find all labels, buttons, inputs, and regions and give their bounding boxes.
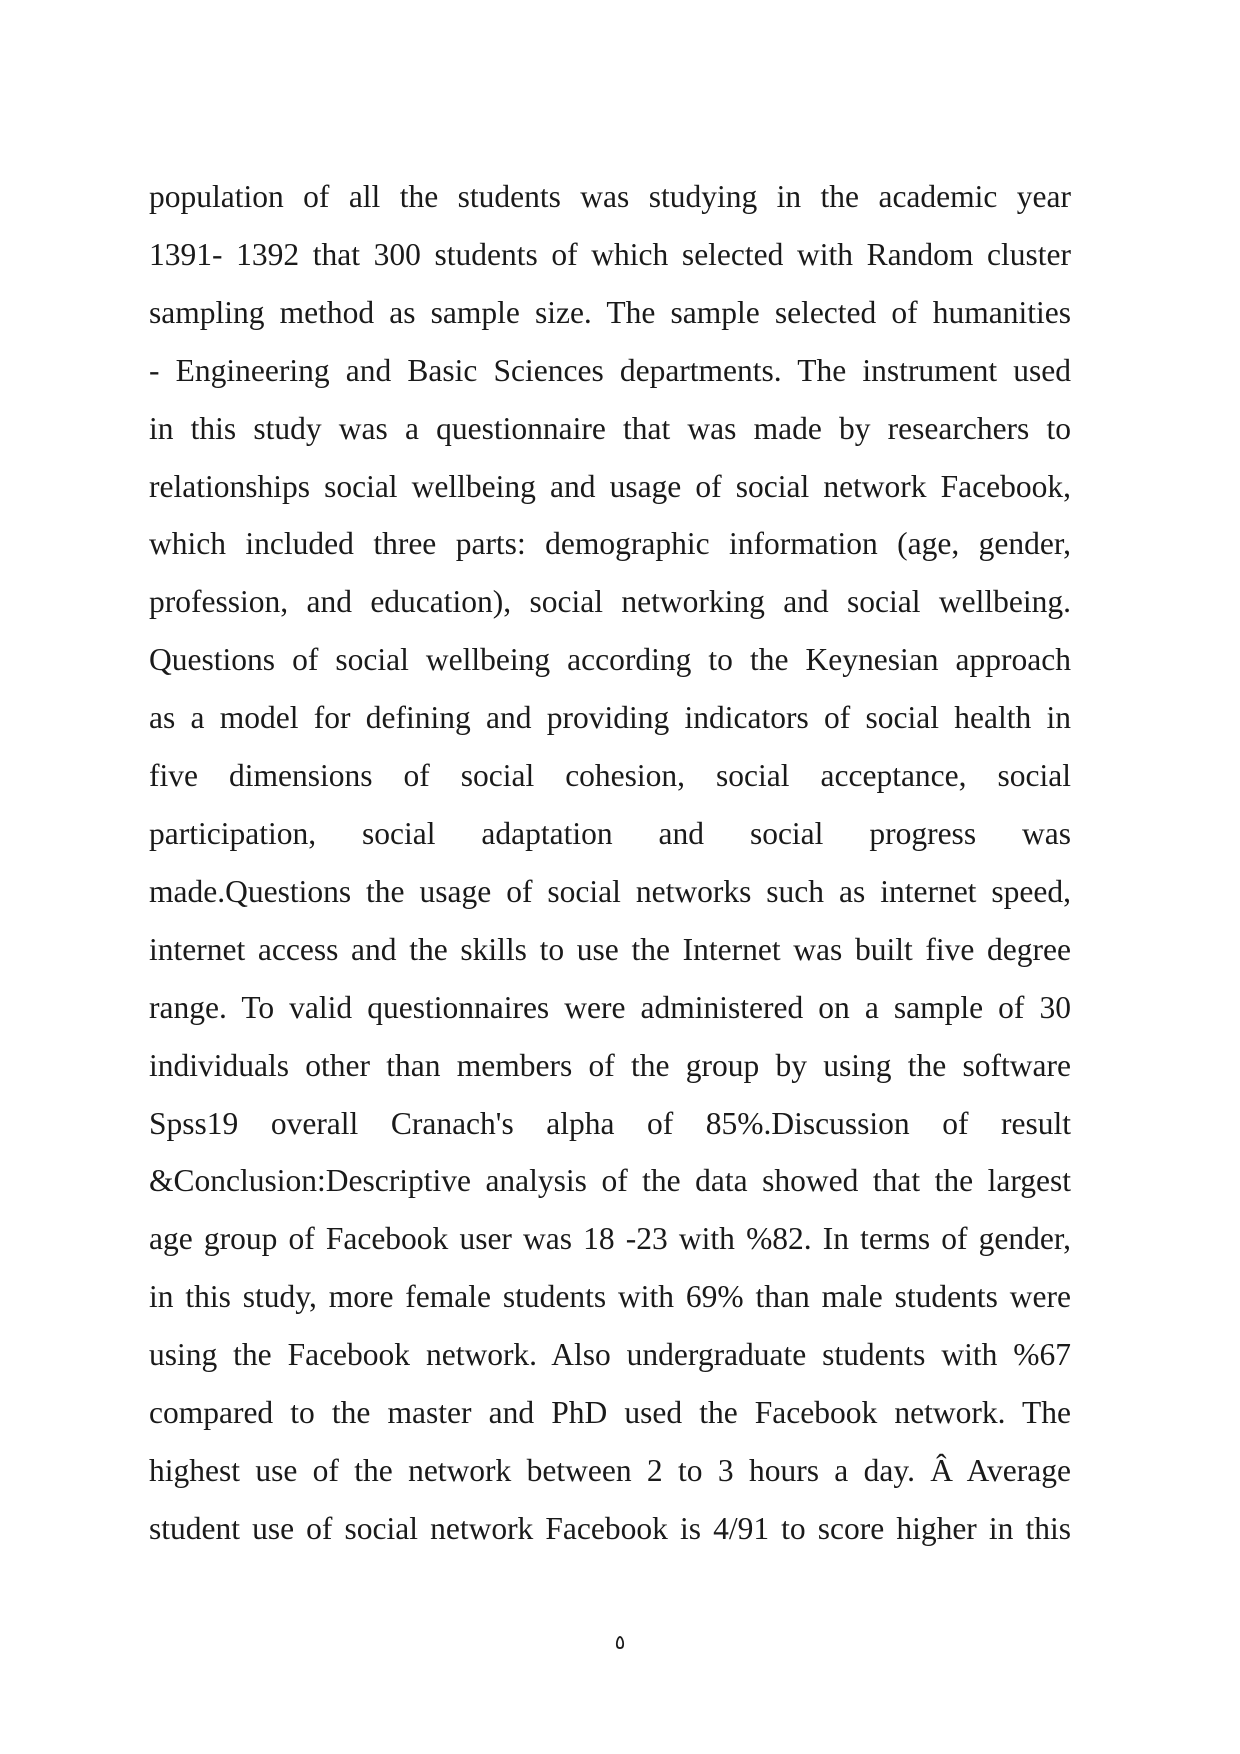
text-line: Spss19 overall Cranach's alpha of 85%.Discussion of result (149, 1105, 1071, 1141)
text-line: as a model for defining and providing indicators of social health in (149, 700, 1071, 736)
text-line: Questions of social wellbeing according to the Keynesian approach (149, 642, 1071, 678)
text-line: participation, social adaptation and social progress was (149, 815, 1071, 851)
text-line: range. To valid questionnaires were administered on a sample of 30 (149, 989, 1071, 1025)
text-line: in this study, more female students with 69% than male students were (149, 1279, 1071, 1315)
text-line: compared to the master and PhD used the Facebook network. The (149, 1395, 1071, 1431)
text-line: using the Facebook network. Also undergraduate students with %67 (149, 1337, 1071, 1373)
text-line: student use of social network Facebook is 4/91 to score higher in this (149, 1510, 1071, 1546)
text-line: which included three parts: demographic information (age, gender, (149, 526, 1071, 562)
text-line: 1391- 1392 that 300 students of which selected with Random cluster (149, 236, 1071, 272)
text-line: profession, and education), social networking and social wellbeing. (149, 584, 1071, 620)
text-line: highest use of the network between 2 to 3 hours a day. Â Average (149, 1452, 1071, 1488)
text-line: - Engineering and Basic Sciences departments. The instrument used (149, 352, 1071, 388)
text-line: internet access and the skills to use the Internet was built five degree (149, 931, 1071, 967)
text-line: population of all the students was studying in the academic year (149, 179, 1071, 214)
text-line: five dimensions of social cohesion, social acceptance, social (149, 758, 1071, 794)
text-line: age group of Facebook user was 18 -23 with %82. In terms of gender, (149, 1221, 1071, 1257)
text-line: &Conclusion:Descriptive analysis of the data showed that the largest (149, 1163, 1071, 1199)
page-number: ٥ (614, 1630, 626, 1654)
body-paragraph (149, 168, 1071, 1558)
text-line: individuals other than members of the group by using the software (149, 1047, 1071, 1083)
text-line: made.Questions the usage of social networks such as internet speed, (149, 873, 1071, 909)
text-line: in this study was a questionnaire that was made by researchers to (149, 410, 1071, 446)
text-line: relationships social wellbeing and usage of social network Facebook, (149, 468, 1071, 504)
text-line: sampling method as sample size. The sample selected of humanities (149, 294, 1071, 330)
